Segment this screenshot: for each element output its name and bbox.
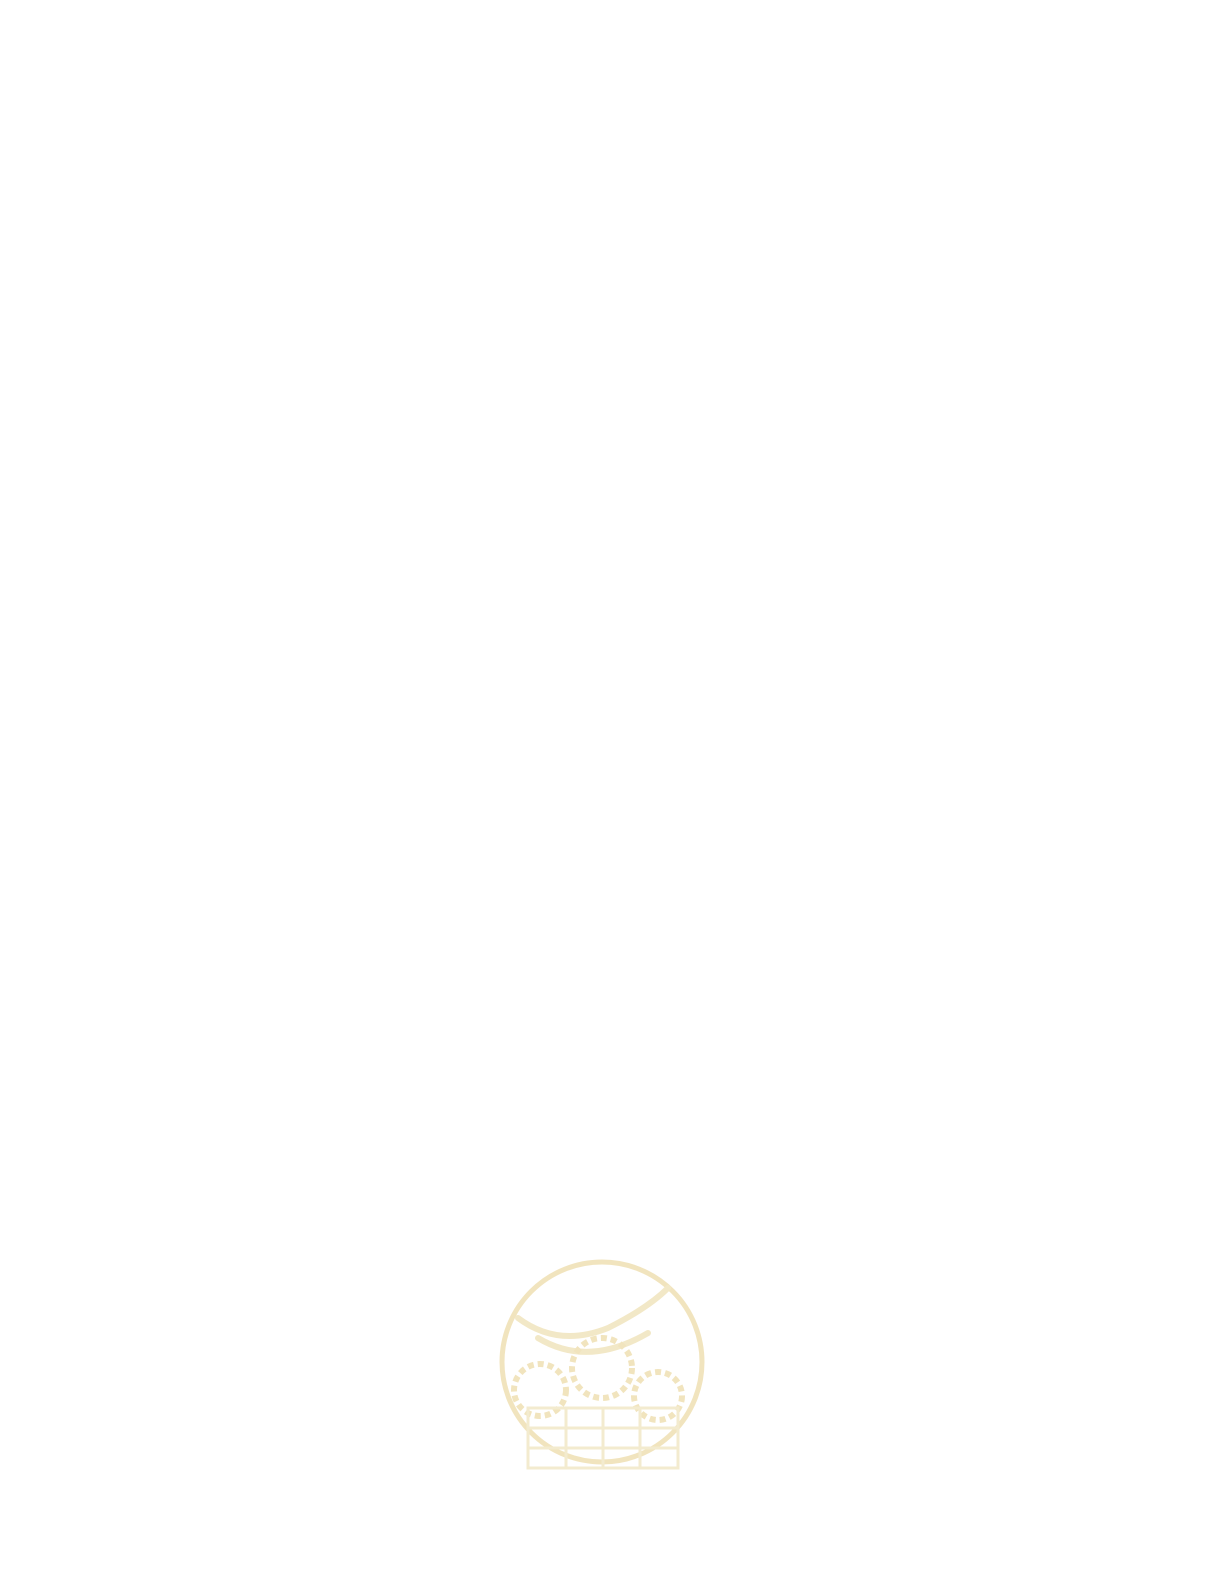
watermark-gear-center	[572, 1338, 632, 1398]
watermark-logo	[498, 1258, 708, 1508]
